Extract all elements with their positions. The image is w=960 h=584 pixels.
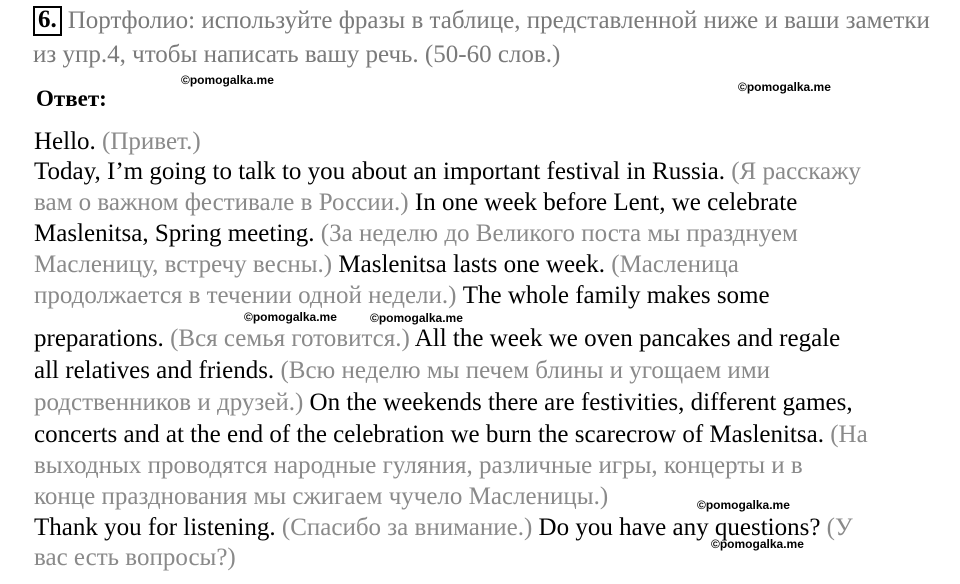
answer-line: [34, 419, 868, 451]
answer-line: [34, 218, 798, 250]
answer-line: [34, 450, 803, 482]
translation-text: (Всю неделю мы печем блины и угощаем ими: [280, 357, 771, 384]
translation-text: (За неделю до Великого поста мы празднуем: [320, 220, 798, 247]
translation-text: вас есть вопросы?): [34, 544, 236, 571]
answer-line: [34, 355, 770, 387]
translation-text: (На: [830, 421, 868, 448]
answer-line: [34, 387, 853, 419]
english-text: On the weekends there are festivities, different games,: [309, 389, 853, 416]
watermark: ©pomogalka.me: [370, 311, 463, 325]
translation-text: (Масленица: [611, 251, 739, 278]
answer-line: [34, 542, 236, 574]
task-statement: [33, 4, 948, 72]
task-text: Портфолио: используйте фразы в таблице, представленной ниже и ваши заметки из упр.4, чтобы написать вашу речь. (50-60 слов.): [33, 7, 930, 68]
english-text: Do you have any questions?: [538, 514, 827, 541]
watermark: ©pomogalka.me: [738, 80, 831, 94]
translation-text: (Спасибо за внимание.): [281, 514, 539, 541]
watermark: ©pomogalka.me: [711, 537, 804, 551]
english-text: Today, I’m going to talk to you about an important festival in Russia.: [34, 158, 732, 185]
task-number-badge: 6.: [33, 6, 62, 36]
translation-text: продолжается в течении одной недели.): [34, 282, 463, 309]
english-text: The whole family makes some: [462, 282, 770, 309]
answer-line: [34, 280, 770, 312]
translation-text: (Я расскажу: [731, 158, 861, 185]
english-text: All the week we oven pancakes and regale: [414, 325, 841, 352]
english-text: Hello.: [34, 128, 103, 155]
english-text: Maslenitsa, Spring meeting.: [34, 220, 321, 247]
watermark: ©pomogalka.me: [244, 310, 337, 324]
answer-label: Ответ:: [36, 86, 107, 111]
answer-line: [34, 481, 608, 513]
translation-text: конце празднования мы сжигаем чучело Масленицы.): [34, 483, 609, 510]
watermark: ©pomogalka.me: [181, 73, 274, 87]
translation-text: (Привет.): [102, 128, 201, 155]
answer-line: [34, 126, 201, 158]
translation-text: (Вся семья готовится.): [170, 325, 415, 352]
english-text: In one week before Lent, we celebrate: [414, 189, 798, 216]
translation-text: выходных проводятся народные гуляния, различные игры, концерты и в: [34, 452, 803, 479]
translation-text: (У: [826, 514, 853, 541]
answer-line: [34, 323, 840, 355]
english-text: Thank you for listening.: [34, 514, 282, 541]
answer-line: [34, 187, 797, 219]
answer-line: [34, 156, 861, 188]
english-text: Maslenitsa lasts one week.: [338, 251, 612, 278]
translation-text: вам о важном фестивале в России.): [34, 189, 415, 216]
translation-text: родственников и друзей.): [34, 389, 310, 416]
english-text: preparations.: [34, 325, 171, 352]
english-text: all relatives and friends.: [34, 357, 281, 384]
translation-text: Масленицу, встречу весны.): [34, 251, 339, 278]
answer-line: [34, 249, 739, 281]
watermark: ©pomogalka.me: [697, 498, 790, 512]
english-text: concerts and at the end of the celebration we burn the scarecrow of Maslenitsa.: [34, 421, 831, 448]
